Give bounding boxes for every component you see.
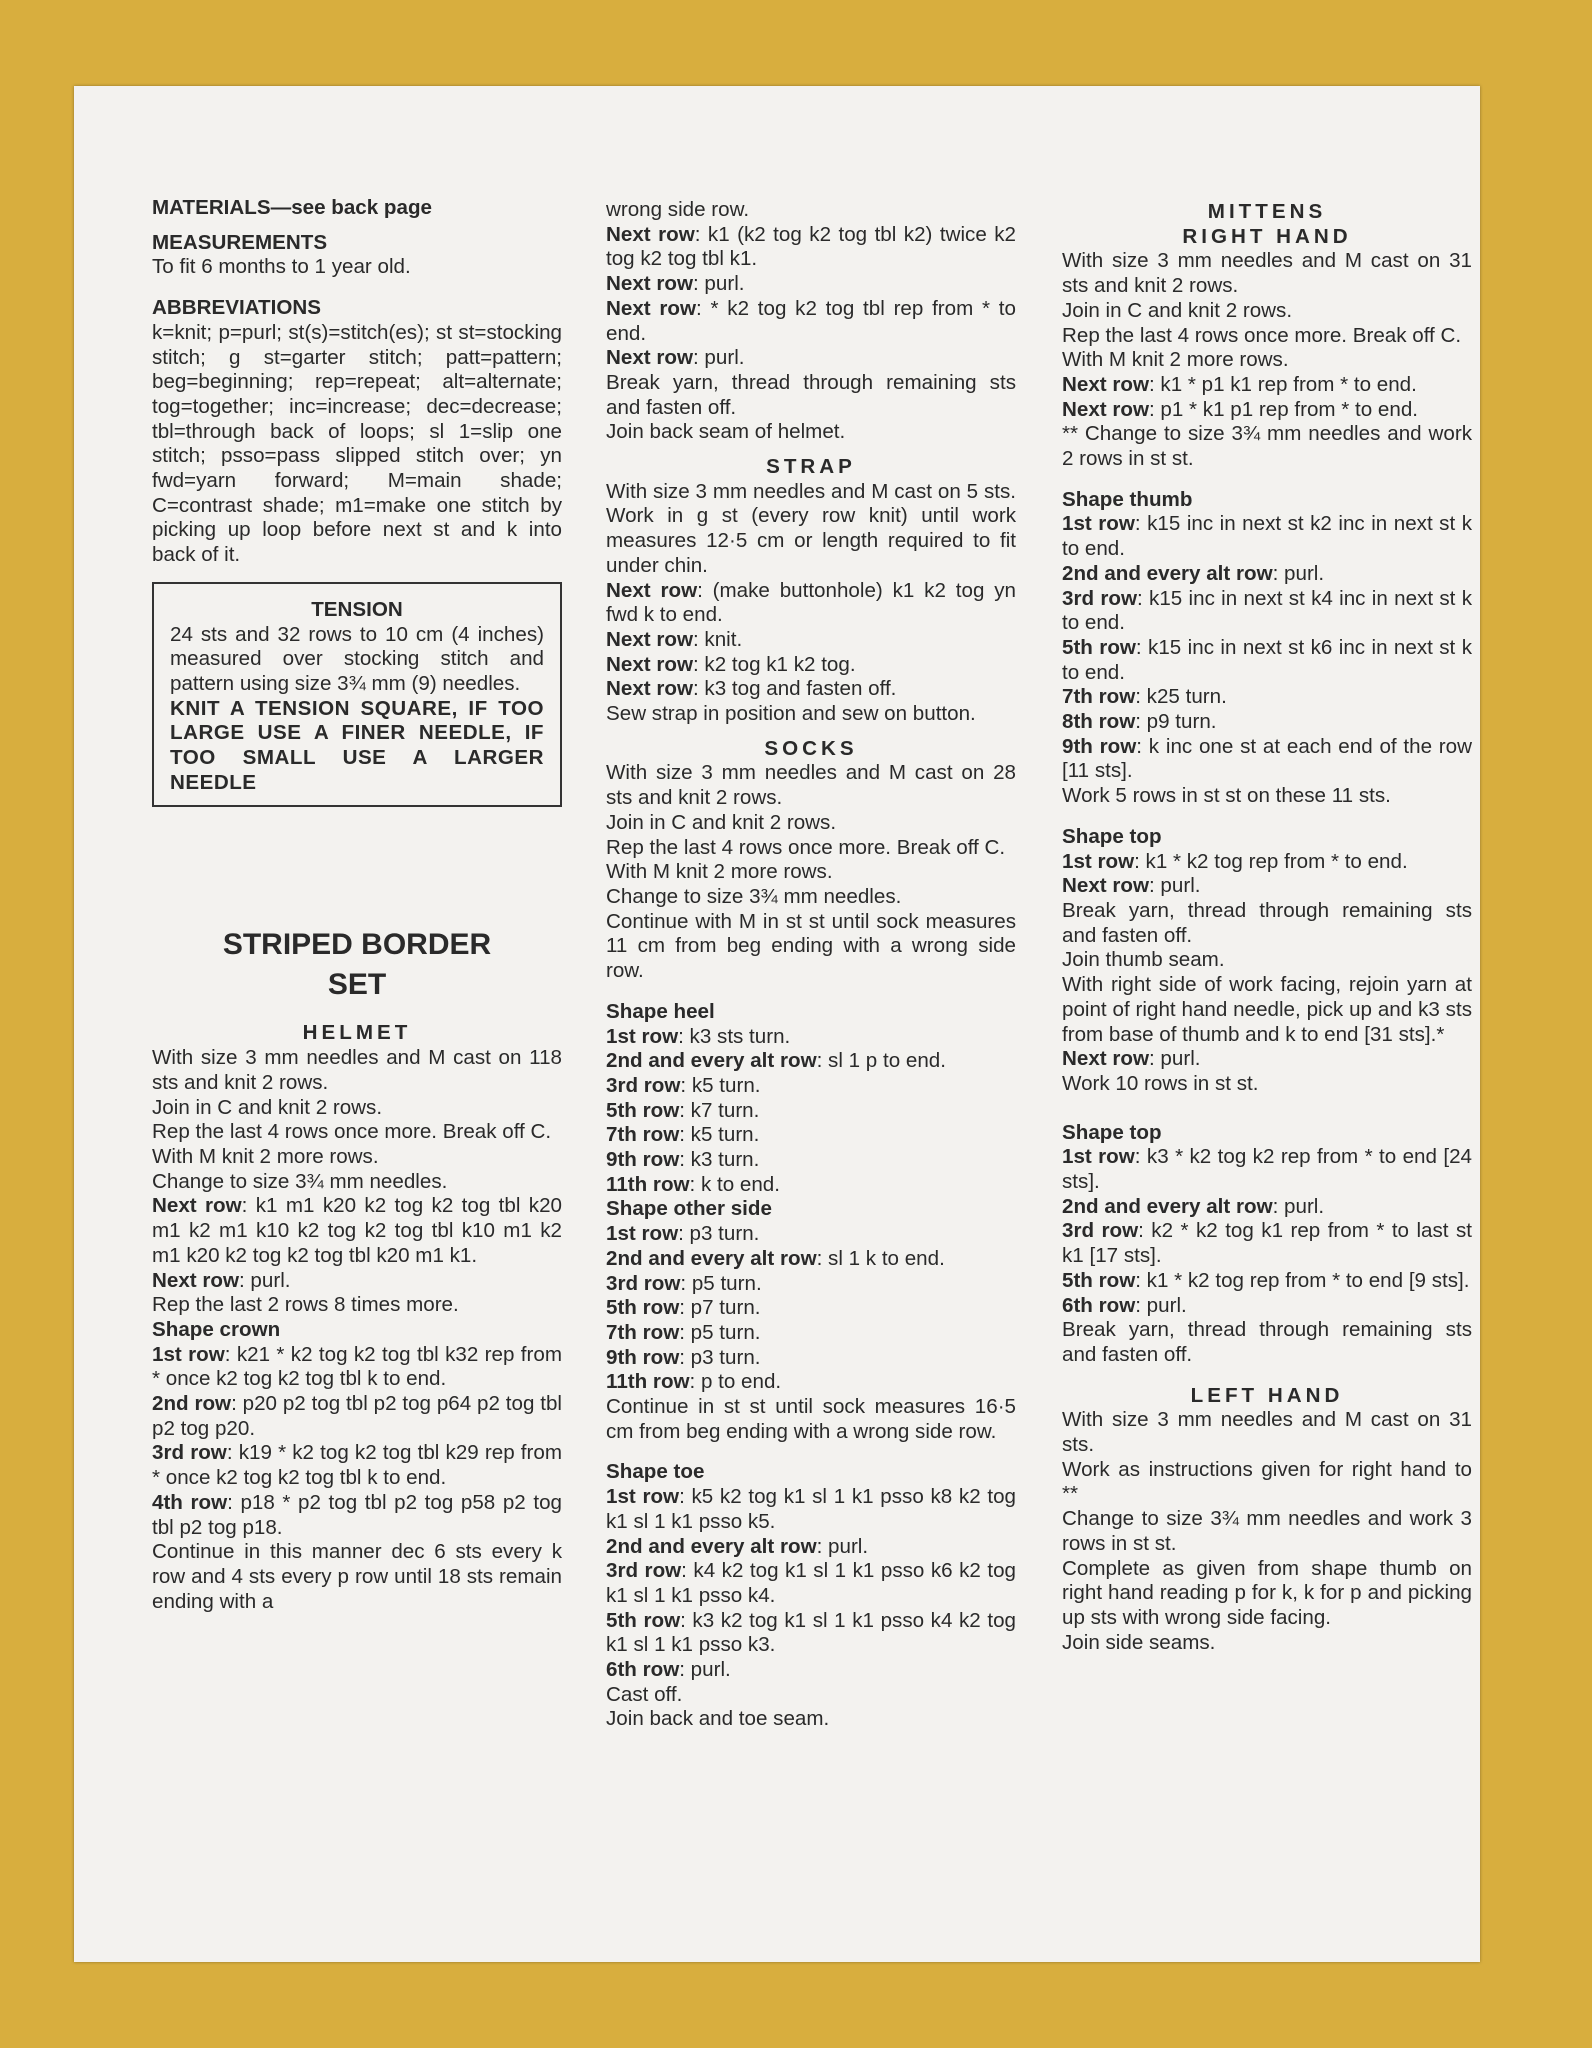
- row-label: 9th row: [606, 1148, 680, 1172]
- row-text: : p9 turn.: [1135, 710, 1217, 734]
- row-text: : p18 * p2 tog tbl p2 tog p58 p2 tog tbl p2 tog p18.: [152, 1490, 562, 1539]
- helmet-rep: Rep the last 2 rows 8 times more.: [152, 1293, 459, 1317]
- row-text: : p5 turn.: [679, 1320, 761, 1344]
- top2-row: [1062, 1219, 1472, 1268]
- toe-row: [606, 1535, 1016, 1560]
- thumb-row: [1062, 685, 1472, 710]
- other-side-row: [606, 1346, 1016, 1371]
- row-text: : k2 tog k1 k2 tog.: [692, 652, 856, 676]
- abbreviations-heading: ABBREVIATIONS: [152, 296, 321, 320]
- row-label: Next row: [606, 222, 695, 246]
- row-label: 7th row: [1062, 685, 1136, 709]
- socks-line: Join in C and knit 2 rows.: [606, 810, 837, 834]
- row-label: 11th row: [606, 1370, 690, 1394]
- row-text: : sl 1 p to end.: [816, 1049, 946, 1073]
- helmet-next-row: [606, 346, 1016, 371]
- top2-row: [1062, 1269, 1472, 1294]
- row-label: 3rd row: [1062, 586, 1137, 610]
- strap-heading: STRAP: [766, 455, 856, 479]
- row-text: : k1 m1 k20 k2 tog k2 tog tbl k20 m1 k2 m1 k10 k2 tog k2 tog tbl k10 m1 k2 m1 k20 k2 tog k2 tog tbl k20 m1 k1.: [152, 1194, 562, 1267]
- toe-row: [606, 1485, 1016, 1534]
- row-text: : purl.: [692, 272, 745, 296]
- row-label: 3rd row: [606, 1073, 681, 1097]
- row-text: : p7 turn.: [679, 1296, 761, 1320]
- right-hand-row: [1062, 373, 1472, 398]
- row-text: : * k2 tog k2 tog tbl rep from * to end.: [606, 296, 1016, 345]
- top2-row: [1062, 1294, 1472, 1319]
- heel-row: [606, 1025, 1016, 1050]
- row-label: 3rd row: [606, 1271, 681, 1295]
- thumb-row: [1062, 562, 1472, 587]
- toe-row: [606, 1658, 1016, 1683]
- other-side-row: [606, 1370, 1016, 1395]
- right-hand-line: Rep the last 4 rows once more. Break off C.: [1062, 323, 1462, 347]
- strap-row: [606, 677, 1016, 702]
- row-text: : k19 * k2 tog k2 tog tbl k29 rep from * once k2 tog k2 tog tbl k to end.: [152, 1441, 562, 1490]
- strap-row: [606, 653, 1016, 678]
- row-text: : purl.: [692, 346, 745, 370]
- helmet-break: Break yarn, thread through remaining sts and fasten off.: [606, 370, 1016, 419]
- measurements-heading: MEASUREMENTS: [152, 230, 328, 254]
- row-label: 5th row: [606, 1098, 680, 1122]
- other-side-row: [606, 1222, 1016, 1247]
- row-text: : k inc one st at each end of the row [11 sts].: [1062, 734, 1472, 783]
- row-text: : k3 turn.: [679, 1148, 760, 1172]
- strap-row: [606, 628, 1016, 653]
- thumb-row: [1062, 735, 1472, 784]
- left-hand-heading: LEFT HAND: [1190, 1383, 1344, 1407]
- heel-row: [606, 1148, 1016, 1173]
- socks-heading: SOCKS: [764, 736, 858, 760]
- top2-break: Break yarn, thread through remaining sts and fasten off.: [1062, 1318, 1472, 1366]
- row-label: Next row: [606, 578, 698, 602]
- row-label: 7th row: [606, 1320, 680, 1344]
- right-hand-line: With M knit 2 more rows.: [1062, 348, 1289, 372]
- row-label: 9th row: [606, 1345, 680, 1369]
- row-label: 2nd and every alt row: [1062, 561, 1273, 585]
- right-hand-line: Join in C and knit 2 rows.: [1062, 298, 1293, 322]
- row-text: : k21 * k2 tog k2 tog tbl k32 rep from * once k2 tog k2 tog tbl k to end.: [152, 1342, 562, 1391]
- shape-heel-heading: Shape heel: [606, 999, 715, 1023]
- heel-row: [606, 1074, 1016, 1099]
- column-right: [1062, 200, 1472, 1655]
- row-label: Next row: [152, 1194, 242, 1218]
- socks-line: With size 3 mm needles and M cast on 28 sts and knit 2 rows.: [606, 761, 1016, 810]
- row-label: Next row: [606, 677, 693, 701]
- row-text: : k3 tog and fasten off.: [692, 677, 897, 701]
- continued-line: wrong side row.: [606, 198, 750, 221]
- row-text: : k3 k2 tog k1 sl 1 k1 psso k4 k2 tog k1 sl 1 k1 psso k3.: [606, 1608, 1016, 1657]
- row-text: : k25 turn.: [1135, 685, 1227, 709]
- row-label: 6th row: [606, 1658, 680, 1682]
- row-text: : k15 inc in next st k4 inc in next st k to end.: [1062, 586, 1472, 635]
- row-label: Next row: [152, 1268, 239, 1292]
- helmet-heading: HELMET: [302, 1021, 412, 1045]
- thumb-row: [1062, 636, 1472, 685]
- right-hand-line: With size 3 mm needles and M cast on 31 sts and knit 2 rows.: [1062, 249, 1472, 298]
- helmet-next-row: [606, 272, 1016, 297]
- abbreviations-text: k=knit; p=purl; st(s)=stitch(es); st st=stocking stitch; g st=garter stitch; patt=pattern; beg=beginning; rep=repeat; alt=alternate; tog=together; inc=increase; dec=decrease; tbl=through back of loops; sl 1=slip one stitch; psso=pass slipped stitch over; yn fwd=yarn forward; M=main shade; C=contrast shade; m1=make one stitch by picking up loop before next st and k into back of it.: [152, 320, 562, 567]
- row-label: 1st row: [606, 1024, 679, 1048]
- left-hand-line: Change to size 3¾ mm needles and work 3 rows in st st.: [1062, 1507, 1472, 1555]
- row-text: : purl.: [1148, 874, 1201, 898]
- row-text: : k5 turn.: [680, 1073, 761, 1097]
- socks-line: Rep the last 4 rows once more. Break off C.: [606, 835, 1006, 859]
- set-title-line-1: STRIPED BORDER: [222, 928, 492, 962]
- tension-box: [152, 582, 562, 808]
- row-text: : knit.: [692, 627, 743, 651]
- crown-row: [152, 1392, 562, 1441]
- socks-continue: Continue in st st until sock measures 16·5 cm from beg ending with a wrong side row.: [606, 1395, 1016, 1443]
- other-side-row: [606, 1296, 1016, 1321]
- row-label: 1st row: [1062, 1145, 1135, 1169]
- toe-row: [606, 1609, 1016, 1658]
- row-text: : p to end.: [689, 1370, 782, 1394]
- row-text: : purl.: [238, 1268, 291, 1292]
- right-hand-heading: RIGHT HAND: [1182, 224, 1352, 248]
- heel-row: [606, 1049, 1016, 1074]
- row-text: : k7 turn.: [679, 1098, 760, 1122]
- row-text: : purl.: [1272, 561, 1325, 585]
- row-text: : k2 * k2 tog k1 rep from * to last st k1 [17 sts].: [1062, 1219, 1472, 1268]
- shape-other-side-heading: Shape other side: [606, 1197, 772, 1221]
- top-row: [1062, 1047, 1472, 1072]
- row-label: 2nd and every alt row: [606, 1049, 817, 1073]
- row-label: 1st row: [1062, 512, 1135, 536]
- helmet-next-row: [606, 297, 1016, 346]
- cast-off: Cast off.: [606, 1682, 683, 1706]
- helmet-next-row: [606, 223, 1016, 272]
- row-label: 4th row: [152, 1490, 228, 1514]
- top-row: [1062, 874, 1472, 899]
- helmet-line: Change to size 3¾ mm needles.: [152, 1169, 448, 1193]
- other-side-row: [606, 1321, 1016, 1346]
- column-middle: [606, 198, 1016, 1732]
- materials-heading: MATERIALS—see back page: [152, 196, 432, 219]
- column-left: [152, 196, 562, 1614]
- row-text: : p1 * k1 p1 rep from * to end.: [1148, 397, 1419, 421]
- row-label: 8th row: [1062, 710, 1136, 734]
- row-label: 1st row: [606, 1222, 679, 1246]
- row-text: : purl.: [1135, 1293, 1187, 1317]
- row-text: : purl.: [816, 1534, 869, 1558]
- helmet-join: Join back seam of helmet.: [606, 420, 846, 444]
- row-text: : k1 (k2 tog k2 tog tbl k2) twice k2 tog k2 tog tbl k1.: [606, 222, 1016, 271]
- top-work: Work 10 rows in st st.: [1062, 1071, 1259, 1095]
- thumb-row: [1062, 512, 1472, 561]
- tension-warning: KNIT A TENSION SQUARE, IF TOO LARGE USE A FINER NEEDLE, IF TOO SMALL USE A LARGER NEEDLE: [170, 696, 544, 794]
- join-toe: Join back and toe seam.: [606, 1707, 830, 1731]
- thumb-row: [1062, 710, 1472, 735]
- row-label: 2nd and every alt row: [606, 1246, 817, 1270]
- row-text: : p3 turn.: [678, 1222, 760, 1246]
- row-label: Next row: [1062, 372, 1149, 396]
- row-label: Next row: [1062, 874, 1149, 898]
- thumb-row: [1062, 587, 1472, 636]
- row-label: 5th row: [606, 1296, 680, 1320]
- left-hand-line: With size 3 mm needles and M cast on 31 sts.: [1062, 1408, 1472, 1457]
- row-label: Next row: [1062, 397, 1149, 421]
- top-break: Break yarn, thread through remaining sts and fasten off.: [1062, 898, 1472, 947]
- left-hand-line: Join side seams.: [1062, 1630, 1216, 1654]
- row-text: : purl.: [1148, 1047, 1201, 1071]
- row-label: 3rd row: [606, 1559, 682, 1583]
- row-text: : k to end.: [689, 1172, 780, 1196]
- row-label: 11th row: [606, 1172, 690, 1196]
- row-text: : k3 sts turn.: [678, 1024, 791, 1048]
- shape-top-heading: Shape top: [1062, 824, 1162, 848]
- heel-row: [606, 1099, 1016, 1124]
- socks-line: Change to size 3¾ mm needles.: [606, 884, 902, 908]
- socks-line: Continue with M in st st until sock measures 11 cm from beg ending with a wrong side row.: [606, 909, 1016, 983]
- shape-thumb-heading: Shape thumb: [1062, 487, 1193, 511]
- row-text: : k4 k2 tog k1 sl 1 k1 psso k6 k2 tog k1 sl 1 k1 psso k4.: [606, 1559, 1016, 1607]
- crown-continue: Continue in this manner dec 6 sts every k row and 4 sts every p row until 18 sts remain ending with a: [152, 1540, 562, 1613]
- row-text: : sl 1 k to end.: [816, 1246, 945, 1270]
- row-text: : k1 * k2 tog rep from * to end.: [1134, 849, 1408, 873]
- row-text: : p3 turn.: [679, 1345, 761, 1369]
- row-label: 2nd row: [152, 1392, 232, 1416]
- row-label: 1st row: [606, 1485, 680, 1509]
- row-label: Next row: [606, 296, 697, 320]
- heel-row: [606, 1173, 1016, 1198]
- helmet-line: Join in C and knit 2 rows.: [152, 1095, 383, 1119]
- row-text: : k15 inc in next st k6 inc in next st k to end.: [1062, 635, 1472, 684]
- row-label: 1st row: [1062, 849, 1135, 873]
- helmet-next-row: [152, 1194, 562, 1268]
- row-text: : (make buttonhole) k1 k2 tog yn fwd k to end.: [606, 578, 1016, 627]
- other-side-row: [606, 1247, 1016, 1272]
- row-label: 1st row: [152, 1342, 225, 1366]
- row-label: 9th row: [1062, 734, 1137, 758]
- shape-top-heading-2: Shape top: [1062, 1120, 1162, 1144]
- row-text: : purl.: [679, 1658, 731, 1682]
- socks-line: With M knit 2 more rows.: [606, 860, 833, 884]
- shape-crown-heading: Shape crown: [152, 1317, 281, 1341]
- right-hand-change: ** Change to size 3¾ mm needles and work 2 rows in st st.: [1062, 422, 1472, 471]
- row-label: 7th row: [606, 1123, 680, 1147]
- row-label: 3rd row: [1062, 1219, 1139, 1243]
- helmet-line: With M knit 2 more rows.: [152, 1144, 379, 1168]
- row-text: : k15 inc in next st k2 inc in next st k to end.: [1062, 512, 1472, 561]
- right-hand-row: [1062, 398, 1472, 423]
- strap-sew: Sew strap in position and sew on button.: [606, 702, 976, 726]
- row-label: Next row: [1062, 1047, 1149, 1071]
- row-label: Next row: [606, 346, 693, 370]
- row-text: : k1 * k2 tog rep from * to end [9 sts].: [1135, 1268, 1470, 1292]
- thumb-work: Work 5 rows in st st on these 11 sts.: [1062, 784, 1391, 808]
- top-row: [1062, 850, 1472, 875]
- row-text: : k5 k2 tog k1 sl 1 k1 psso k8 k2 tog k1 sl 1 k1 psso k5.: [606, 1485, 1016, 1533]
- row-label: 2nd and every alt row: [1062, 1194, 1273, 1218]
- strap-intro: With size 3 mm needles and M cast on 5 sts. Work in g st (every row knit) until work measures 12·5 cm or length required to fit under chin.: [606, 479, 1016, 577]
- set-title-line-2: SET: [327, 968, 387, 1002]
- row-text: : p5 turn.: [680, 1271, 762, 1295]
- tension-heading: TENSION: [311, 597, 403, 621]
- row-label: Next row: [606, 627, 693, 651]
- row-label: Next row: [606, 652, 693, 676]
- left-hand-line: Complete as given from shape thumb on right hand reading p for k, k for p and picking up sts with wrong side facing.: [1062, 1556, 1472, 1629]
- shape-toe-heading: Shape toe: [606, 1460, 705, 1484]
- strap-row: [606, 579, 1016, 628]
- row-label: Next row: [606, 272, 693, 296]
- helmet-line: With size 3 mm needles and M cast on 118 sts and knit 2 rows.: [152, 1046, 562, 1094]
- top-join: Join thumb seam.: [1062, 948, 1225, 972]
- measurements-text: To fit 6 months to 1 year old.: [152, 255, 411, 279]
- crown-row: [152, 1343, 562, 1392]
- row-label: 2nd and every alt row: [606, 1534, 817, 1558]
- crown-row: [152, 1491, 562, 1540]
- row-label: 6th row: [1062, 1293, 1136, 1317]
- row-label: 5th row: [606, 1608, 681, 1632]
- row-text: : p20 p2 tog tbl p2 tog p64 p2 tog tbl p2 tog p20.: [152, 1392, 563, 1440]
- row-text: : k1 * p1 k1 rep from * to end.: [1148, 372, 1417, 396]
- helmet-line: Rep the last 4 rows once more. Break off C.: [152, 1120, 552, 1144]
- helmet-next-row: [152, 1269, 562, 1294]
- row-label: 3rd row: [152, 1441, 227, 1465]
- crown-row: [152, 1441, 562, 1490]
- top-rejoin: With right side of work facing, rejoin yarn at point of right hand needle, pick up and k3 sts from base of thumb and k to end [31 sts].*: [1062, 973, 1472, 1046]
- top2-row: [1062, 1145, 1472, 1194]
- row-label: 5th row: [1062, 1268, 1136, 1292]
- toe-row: [606, 1559, 1016, 1608]
- row-text: : k3 * k2 tog k2 rep from * to end [24 sts].: [1062, 1145, 1472, 1194]
- row-text: : k5 turn.: [679, 1123, 760, 1147]
- row-label: 5th row: [1062, 635, 1136, 659]
- pattern-sheet: [74, 86, 1480, 1962]
- top2-row: [1062, 1195, 1472, 1220]
- tension-text: 24 sts and 32 rows to 10 cm (4 inches) measured over stocking stitch and pattern using size 3¾ mm (9) needles.: [170, 622, 544, 695]
- row-text: : purl.: [1272, 1194, 1325, 1218]
- mittens-heading: MITTENS: [1207, 200, 1327, 223]
- heel-row: [606, 1123, 1016, 1148]
- other-side-row: [606, 1272, 1016, 1297]
- left-hand-line: Work as instructions given for right hand to **: [1062, 1457, 1472, 1506]
